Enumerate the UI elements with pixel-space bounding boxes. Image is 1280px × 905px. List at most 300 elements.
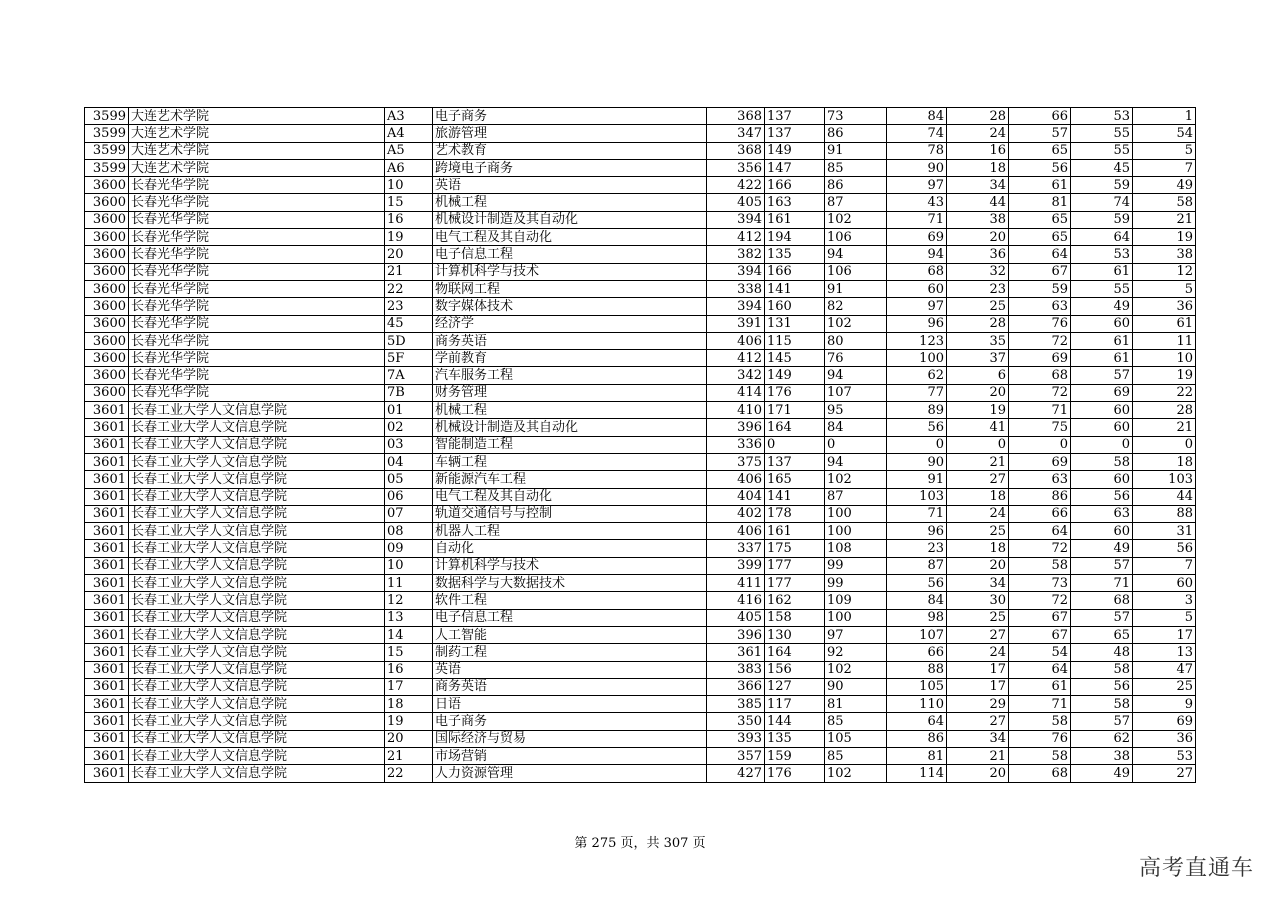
cell-score-c: 98 — [887, 609, 947, 626]
cell-rank-count: 13 — [1133, 644, 1196, 661]
cell-major-name: 旅游管理 — [433, 125, 707, 142]
cell-score-b: 102 — [825, 471, 887, 488]
cell-score-c: 96 — [887, 523, 947, 540]
cell-major-code: 10 — [385, 177, 433, 194]
cell-school-name: 长春光华学院 — [129, 384, 385, 401]
cell-score-e: 72 — [1009, 332, 1071, 349]
table-row — [85, 298, 1196, 315]
table-row — [85, 194, 1196, 211]
cell-score-c: 96 — [887, 315, 947, 332]
table-row — [85, 436, 1196, 453]
cell-score-f: 45 — [1071, 159, 1133, 176]
cell-score-d: 30 — [947, 592, 1009, 609]
cell-rank-count: 27 — [1133, 765, 1196, 782]
cell-rank-count: 49 — [1133, 177, 1196, 194]
cell-school-code: 3600 — [85, 384, 129, 401]
cell-school-code: 3601 — [85, 402, 129, 419]
cell-score-e: 59 — [1009, 280, 1071, 297]
cell-major-code: 20 — [385, 730, 433, 747]
cell-score-b: 0 — [825, 436, 887, 453]
cell-score-e: 61 — [1009, 177, 1071, 194]
cell-score-a: 166 — [765, 177, 825, 194]
cell-score-d: 44 — [947, 194, 1009, 211]
cell-score-f: 64 — [1071, 229, 1133, 246]
cell-score-a: 131 — [765, 315, 825, 332]
table-row — [85, 730, 1196, 747]
cell-total-score: 406 — [707, 332, 765, 349]
cell-rank-count: 21 — [1133, 211, 1196, 228]
table-row — [85, 159, 1196, 176]
cell-score-e: 57 — [1009, 125, 1071, 142]
cell-score-e: 76 — [1009, 315, 1071, 332]
cell-score-e: 69 — [1009, 453, 1071, 470]
cell-major-name: 市场营销 — [433, 747, 707, 764]
cell-school-code: 3601 — [85, 765, 129, 782]
cell-score-f: 56 — [1071, 488, 1133, 505]
cell-score-c: 123 — [887, 332, 947, 349]
cell-major-name: 商务英语 — [433, 332, 707, 349]
cell-major-code: A3 — [385, 108, 433, 125]
cell-score-c: 91 — [887, 471, 947, 488]
cell-score-a: 149 — [765, 142, 825, 159]
cell-total-score: 375 — [707, 453, 765, 470]
cell-major-name: 机器人工程 — [433, 523, 707, 540]
cell-score-b: 84 — [825, 419, 887, 436]
cell-total-score: 383 — [707, 661, 765, 678]
page-number-footer: 第 275 页，共 307 页 — [574, 836, 706, 851]
cell-score-d: 18 — [947, 159, 1009, 176]
cell-school-code: 3601 — [85, 609, 129, 626]
cell-score-e: 81 — [1009, 194, 1071, 211]
cell-rank-count: 19 — [1133, 229, 1196, 246]
cell-rank-count: 18 — [1133, 453, 1196, 470]
cell-school-code: 3600 — [85, 211, 129, 228]
cell-score-a: 164 — [765, 419, 825, 436]
cell-school-code: 3599 — [85, 142, 129, 159]
cell-school-name: 长春光华学院 — [129, 350, 385, 367]
table-row — [85, 453, 1196, 470]
cell-score-f: 58 — [1071, 696, 1133, 713]
cell-score-b: 102 — [825, 315, 887, 332]
cell-score-d: 27 — [947, 713, 1009, 730]
cell-score-f: 74 — [1071, 194, 1133, 211]
cell-major-name: 电气工程及其自动化 — [433, 229, 707, 246]
table-row — [85, 315, 1196, 332]
cell-major-name: 经济学 — [433, 315, 707, 332]
cell-score-a: 158 — [765, 609, 825, 626]
table-row — [85, 229, 1196, 246]
cell-score-a: 161 — [765, 523, 825, 540]
cell-score-f: 49 — [1071, 540, 1133, 557]
cell-major-code: 17 — [385, 678, 433, 695]
cell-rank-count: 36 — [1133, 298, 1196, 315]
cell-major-code: 04 — [385, 453, 433, 470]
cell-score-f: 57 — [1071, 557, 1133, 574]
cell-school-code: 3601 — [85, 453, 129, 470]
cell-rank-count: 36 — [1133, 730, 1196, 747]
cell-score-d: 34 — [947, 575, 1009, 592]
cell-major-name: 物联网工程 — [433, 280, 707, 297]
cell-school-code: 3601 — [85, 540, 129, 557]
cell-score-f: 68 — [1071, 592, 1133, 609]
table-row — [85, 523, 1196, 540]
cell-major-name: 智能制造工程 — [433, 436, 707, 453]
cell-school-name: 长春工业大学人文信息学院 — [129, 765, 385, 782]
cell-score-a: 194 — [765, 229, 825, 246]
cell-total-score: 422 — [707, 177, 765, 194]
cell-score-a: 161 — [765, 211, 825, 228]
cell-school-name: 长春光华学院 — [129, 298, 385, 315]
cell-major-name: 艺术教育 — [433, 142, 707, 159]
cell-score-f: 59 — [1071, 211, 1133, 228]
table-row — [85, 367, 1196, 384]
cell-score-a: 117 — [765, 696, 825, 713]
cell-score-d: 24 — [947, 505, 1009, 522]
cell-rank-count: 11 — [1133, 332, 1196, 349]
cell-score-f: 71 — [1071, 575, 1133, 592]
cell-score-b: 80 — [825, 332, 887, 349]
table-row — [85, 540, 1196, 557]
cell-major-code: 5D — [385, 332, 433, 349]
cell-total-score: 399 — [707, 557, 765, 574]
cell-score-c: 97 — [887, 298, 947, 315]
cell-score-d: 34 — [947, 177, 1009, 194]
cell-score-c: 78 — [887, 142, 947, 159]
cell-total-score: 361 — [707, 644, 765, 661]
cell-score-b: 86 — [825, 125, 887, 142]
cell-major-code: 13 — [385, 609, 433, 626]
cell-major-code: 19 — [385, 229, 433, 246]
cell-score-f: 49 — [1071, 765, 1133, 782]
cell-score-f: 60 — [1071, 523, 1133, 540]
cell-school-name: 长春工业大学人文信息学院 — [129, 557, 385, 574]
cell-score-c: 71 — [887, 505, 947, 522]
cell-major-code: 5F — [385, 350, 433, 367]
cell-score-c: 90 — [887, 453, 947, 470]
cell-score-b: 90 — [825, 678, 887, 695]
cell-score-d: 25 — [947, 523, 1009, 540]
cell-rank-count: 28 — [1133, 402, 1196, 419]
cell-score-a: 130 — [765, 626, 825, 643]
cell-score-d: 20 — [947, 765, 1009, 782]
cell-score-d: 29 — [947, 696, 1009, 713]
cell-score-e: 61 — [1009, 678, 1071, 695]
cell-major-code: 16 — [385, 211, 433, 228]
cell-score-b: 81 — [825, 696, 887, 713]
cell-score-d: 41 — [947, 419, 1009, 436]
cell-school-name: 长春工业大学人文信息学院 — [129, 540, 385, 557]
cell-major-code: 23 — [385, 298, 433, 315]
cell-school-name: 大连艺术学院 — [129, 108, 385, 125]
cell-major-code: 18 — [385, 696, 433, 713]
cell-score-f: 55 — [1071, 142, 1133, 159]
table-row — [85, 246, 1196, 263]
cell-total-score: 416 — [707, 592, 765, 609]
cell-major-code: 05 — [385, 471, 433, 488]
cell-score-b: 94 — [825, 453, 887, 470]
cell-major-name: 机械设计制造及其自动化 — [433, 211, 707, 228]
table-row — [85, 644, 1196, 661]
cell-rank-count: 17 — [1133, 626, 1196, 643]
cell-rank-count: 38 — [1133, 246, 1196, 263]
cell-score-f: 38 — [1071, 747, 1133, 764]
table-row — [85, 765, 1196, 782]
cell-score-c: 56 — [887, 419, 947, 436]
cell-school-name: 长春工业大学人文信息学院 — [129, 747, 385, 764]
cell-score-e: 0 — [1009, 436, 1071, 453]
cell-school-name: 长春光华学院 — [129, 211, 385, 228]
cell-score-e: 56 — [1009, 159, 1071, 176]
cell-school-code: 3601 — [85, 557, 129, 574]
cell-school-name: 大连艺术学院 — [129, 142, 385, 159]
cell-total-score: 406 — [707, 523, 765, 540]
cell-score-a: 135 — [765, 246, 825, 263]
cell-major-name: 英语 — [433, 177, 707, 194]
cell-score-a: 160 — [765, 298, 825, 315]
cell-major-name: 数据科学与大数据技术 — [433, 575, 707, 592]
cell-score-e: 72 — [1009, 384, 1071, 401]
cell-score-a: 177 — [765, 557, 825, 574]
cell-school-code: 3601 — [85, 523, 129, 540]
cell-rank-count: 60 — [1133, 575, 1196, 592]
cell-score-d: 17 — [947, 678, 1009, 695]
cell-score-d: 20 — [947, 229, 1009, 246]
cell-score-d: 27 — [947, 471, 1009, 488]
table-row — [85, 125, 1196, 142]
cell-rank-count: 7 — [1133, 557, 1196, 574]
table-row — [85, 177, 1196, 194]
cell-score-c: 90 — [887, 159, 947, 176]
cell-major-code: 14 — [385, 626, 433, 643]
cell-score-a: 144 — [765, 713, 825, 730]
cell-score-c: 84 — [887, 108, 947, 125]
cell-total-score: 411 — [707, 575, 765, 592]
cell-score-f: 58 — [1071, 453, 1133, 470]
cell-score-e: 69 — [1009, 350, 1071, 367]
cell-school-name: 长春工业大学人文信息学院 — [129, 644, 385, 661]
cell-school-name: 长春光华学院 — [129, 332, 385, 349]
table-row — [85, 609, 1196, 626]
cell-school-name: 长春光华学院 — [129, 177, 385, 194]
cell-score-e: 65 — [1009, 229, 1071, 246]
cell-major-name: 电子商务 — [433, 108, 707, 125]
cell-score-d: 34 — [947, 730, 1009, 747]
cell-total-score: 396 — [707, 419, 765, 436]
cell-score-a: 127 — [765, 678, 825, 695]
table-row — [85, 384, 1196, 401]
cell-major-name: 电气工程及其自动化 — [433, 488, 707, 505]
cell-school-name: 长春工业大学人文信息学院 — [129, 575, 385, 592]
cell-major-code: A5 — [385, 142, 433, 159]
cell-score-e: 86 — [1009, 488, 1071, 505]
cell-major-name: 商务英语 — [433, 678, 707, 695]
cell-score-b: 91 — [825, 142, 887, 159]
cell-score-f: 59 — [1071, 177, 1133, 194]
cell-school-code: 3600 — [85, 177, 129, 194]
cell-score-d: 20 — [947, 557, 1009, 574]
cell-score-b: 92 — [825, 644, 887, 661]
cell-score-a: 156 — [765, 661, 825, 678]
cell-major-code: 03 — [385, 436, 433, 453]
cell-major-name: 跨境电子商务 — [433, 159, 707, 176]
table-row — [85, 747, 1196, 764]
cell-score-c: 0 — [887, 436, 947, 453]
cell-rank-count: 88 — [1133, 505, 1196, 522]
cell-major-code: 22 — [385, 765, 433, 782]
cell-score-c: 43 — [887, 194, 947, 211]
cell-total-score: 412 — [707, 350, 765, 367]
cell-score-f: 55 — [1071, 125, 1133, 142]
cell-score-b: 100 — [825, 523, 887, 540]
cell-score-d: 0 — [947, 436, 1009, 453]
cell-school-code: 3601 — [85, 626, 129, 643]
cell-major-name: 计算机科学与技术 — [433, 263, 707, 280]
cell-score-f: 60 — [1071, 315, 1133, 332]
cell-major-code: 08 — [385, 523, 433, 540]
cell-school-code: 3601 — [85, 678, 129, 695]
cell-total-score: 412 — [707, 229, 765, 246]
cell-major-name: 计算机科学与技术 — [433, 557, 707, 574]
cell-rank-count: 25 — [1133, 678, 1196, 695]
cell-major-code: 07 — [385, 505, 433, 522]
table-row — [85, 713, 1196, 730]
cell-school-code: 3601 — [85, 575, 129, 592]
table-row — [85, 661, 1196, 678]
cell-score-f: 65 — [1071, 626, 1133, 643]
cell-total-score: 347 — [707, 125, 765, 142]
table-row — [85, 419, 1196, 436]
cell-major-name: 日语 — [433, 696, 707, 713]
cell-score-a: 171 — [765, 402, 825, 419]
cell-score-b: 76 — [825, 350, 887, 367]
cell-score-d: 24 — [947, 644, 1009, 661]
cell-score-f: 55 — [1071, 280, 1133, 297]
cell-score-c: 86 — [887, 730, 947, 747]
cell-rank-count: 58 — [1133, 194, 1196, 211]
cell-score-c: 64 — [887, 713, 947, 730]
cell-score-f: 57 — [1071, 609, 1133, 626]
cell-score-d: 36 — [947, 246, 1009, 263]
cell-total-score: 406 — [707, 471, 765, 488]
cell-school-code: 3600 — [85, 263, 129, 280]
cell-rank-count: 47 — [1133, 661, 1196, 678]
cell-score-e: 68 — [1009, 367, 1071, 384]
cell-major-code: 22 — [385, 280, 433, 297]
cell-score-e: 58 — [1009, 557, 1071, 574]
cell-major-name: 机械工程 — [433, 194, 707, 211]
table-row — [85, 108, 1196, 125]
cell-rank-count: 19 — [1133, 367, 1196, 384]
cell-score-b: 95 — [825, 402, 887, 419]
cell-major-code: 21 — [385, 747, 433, 764]
cell-school-code: 3600 — [85, 332, 129, 349]
cell-major-code: 19 — [385, 713, 433, 730]
cell-school-name: 长春工业大学人文信息学院 — [129, 488, 385, 505]
cell-major-name: 自动化 — [433, 540, 707, 557]
cell-score-c: 105 — [887, 678, 947, 695]
cell-school-name: 长春工业大学人文信息学院 — [129, 505, 385, 522]
cell-total-score: 396 — [707, 626, 765, 643]
cell-major-code: A4 — [385, 125, 433, 142]
cell-rank-count: 44 — [1133, 488, 1196, 505]
table-row — [85, 332, 1196, 349]
cell-school-name: 长春工业大学人文信息学院 — [129, 609, 385, 626]
cell-score-c: 114 — [887, 765, 947, 782]
cell-score-f: 53 — [1071, 108, 1133, 125]
cell-score-a: 159 — [765, 747, 825, 764]
cell-score-e: 75 — [1009, 419, 1071, 436]
cell-school-name: 长春工业大学人文信息学院 — [129, 678, 385, 695]
cell-score-b: 97 — [825, 626, 887, 643]
cell-rank-count: 5 — [1133, 609, 1196, 626]
cell-rank-count: 0 — [1133, 436, 1196, 453]
table-row — [85, 402, 1196, 419]
cell-school-code: 3600 — [85, 298, 129, 315]
cell-score-d: 27 — [947, 626, 1009, 643]
cell-score-a: 137 — [765, 108, 825, 125]
cell-rank-count: 10 — [1133, 350, 1196, 367]
cell-major-code: 15 — [385, 644, 433, 661]
cell-score-d: 19 — [947, 402, 1009, 419]
cell-school-code: 3601 — [85, 661, 129, 678]
cell-major-name: 机械设计制造及其自动化 — [433, 419, 707, 436]
cell-major-code: 7A — [385, 367, 433, 384]
cell-major-code: 20 — [385, 246, 433, 263]
cell-score-e: 64 — [1009, 661, 1071, 678]
cell-score-c: 97 — [887, 177, 947, 194]
cell-score-a: 176 — [765, 765, 825, 782]
cell-score-a: 137 — [765, 125, 825, 142]
cell-score-b: 108 — [825, 540, 887, 557]
cell-score-a: 0 — [765, 436, 825, 453]
cell-major-name: 人力资源管理 — [433, 765, 707, 782]
cell-major-name: 英语 — [433, 661, 707, 678]
cell-school-name: 大连艺术学院 — [129, 125, 385, 142]
cell-score-b: 91 — [825, 280, 887, 297]
admission-score-table — [84, 107, 1196, 783]
cell-rank-count: 31 — [1133, 523, 1196, 540]
cell-major-name: 电子信息工程 — [433, 609, 707, 626]
cell-score-f: 69 — [1071, 384, 1133, 401]
cell-score-f: 58 — [1071, 661, 1133, 678]
cell-school-name: 长春光华学院 — [129, 194, 385, 211]
cell-school-code: 3601 — [85, 747, 129, 764]
cell-score-d: 32 — [947, 263, 1009, 280]
cell-score-a: 175 — [765, 540, 825, 557]
cell-score-b: 105 — [825, 730, 887, 747]
cell-score-e: 72 — [1009, 592, 1071, 609]
table-row — [85, 211, 1196, 228]
cell-score-b: 100 — [825, 609, 887, 626]
cell-score-e: 71 — [1009, 696, 1071, 713]
cell-score-f: 62 — [1071, 730, 1133, 747]
cell-rank-count: 3 — [1133, 592, 1196, 609]
cell-score-e: 67 — [1009, 626, 1071, 643]
cell-total-score: 357 — [707, 747, 765, 764]
cell-school-name: 长春工业大学人文信息学院 — [129, 626, 385, 643]
cell-score-d: 24 — [947, 125, 1009, 142]
cell-score-b: 82 — [825, 298, 887, 315]
cell-major-code: 15 — [385, 194, 433, 211]
cell-total-score: 391 — [707, 315, 765, 332]
cell-score-a: 165 — [765, 471, 825, 488]
cell-score-d: 18 — [947, 540, 1009, 557]
cell-rank-count: 61 — [1133, 315, 1196, 332]
cell-total-score: 394 — [707, 263, 765, 280]
cell-score-b: 86 — [825, 177, 887, 194]
cell-rank-count: 1 — [1133, 108, 1196, 125]
table-row — [85, 626, 1196, 643]
